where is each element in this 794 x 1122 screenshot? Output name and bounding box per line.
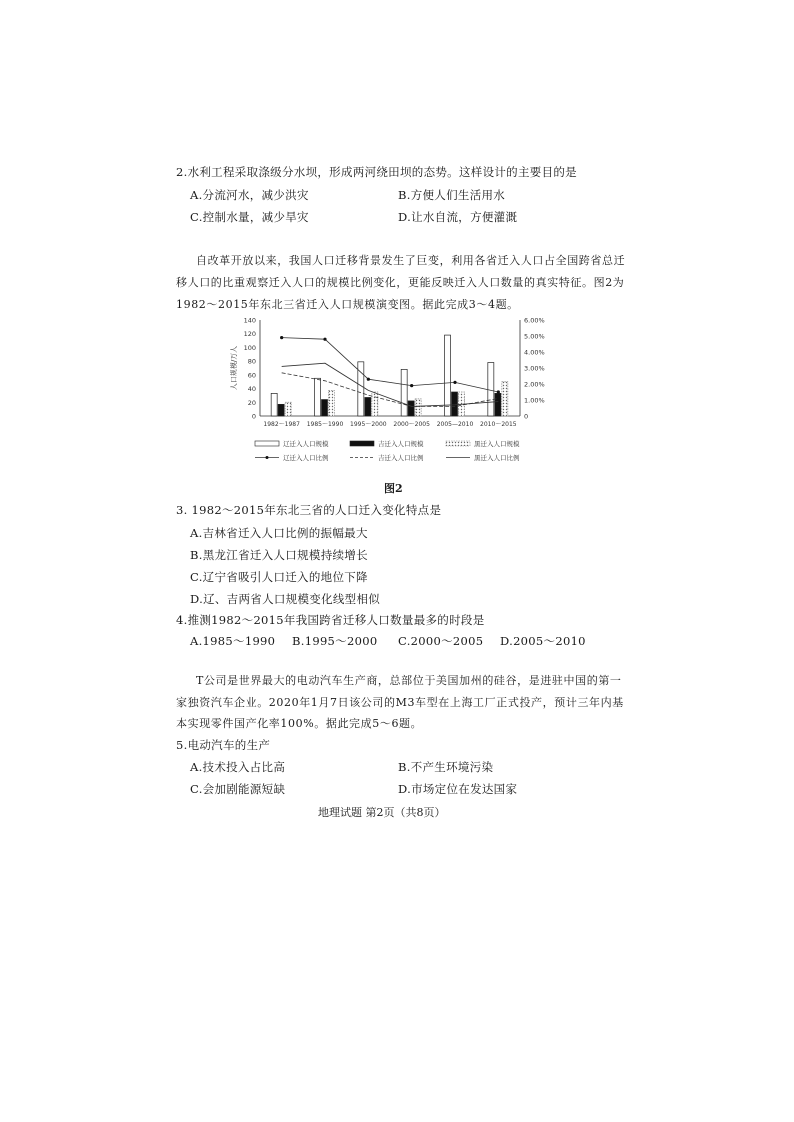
question-3-option-b: B.黑龙江省迁入人口规模持续增长	[190, 548, 368, 562]
bar-dotted	[415, 399, 421, 416]
question-5-stem: 5.电动汽车的生产	[176, 738, 271, 752]
bar-white	[488, 363, 494, 416]
legend-marker	[266, 456, 269, 459]
legend-label: 辽迁入人口比例	[283, 454, 329, 462]
line-marker	[280, 336, 283, 339]
legend-swatch	[446, 441, 470, 446]
y2-tick-label: 2.00%	[524, 380, 545, 389]
question-5-option-d: D.市场定位在发达国家	[398, 782, 518, 796]
y-tick-label: 140	[243, 316, 256, 325]
passage-2-line-2: 家独资汽车企业。2020年1月7日该公司的M3车型在上海工厂正式投产，预计三年内基	[176, 696, 624, 709]
line-marker	[497, 390, 500, 393]
legend-label: 吉迁入人口规模	[378, 440, 424, 448]
y2-tick-label: 3.00%	[524, 364, 545, 373]
passage-2-line-1: T公司是世界最大的电动汽车生产商，总部位于美国加州的硅谷，是进驻中国的第一	[196, 674, 622, 687]
bar-white	[401, 369, 407, 416]
legend-label: 黑迁入人口规模	[474, 440, 520, 448]
y2-tick-label: 6.00%	[524, 316, 545, 325]
question-2-option-d: D.让水自流，方便灌溉	[398, 210, 518, 224]
question-2-option-b: B.方便人们生活用水	[398, 188, 506, 202]
question-5-option-a: A.技术投入占比高	[190, 760, 286, 774]
bar-black	[365, 397, 371, 416]
bar-black	[322, 400, 328, 416]
figure-caption: 图2	[384, 482, 403, 495]
question-2-option-a: A.分流河水，减少洪灾	[190, 188, 309, 202]
question-4-option-a: A.1985～1990	[190, 634, 276, 648]
passage-1-line-1: 自改革开放以来，我国人口迁移背景发生了巨变，利用各省迁入人口占全国跨省总迁	[196, 254, 626, 267]
question-2-stem: 2.水利工程采取涤级分水坝，形成两河绕田坝的态势。这样设计的主要目的是	[176, 165, 577, 179]
y-tick-label: 60	[247, 371, 256, 380]
y2-tick-label: 4.00%	[524, 348, 545, 357]
question-3-stem: 3. 1982～2015年东北三省的人口迁入变化特点是	[176, 503, 442, 517]
x-tick-label: 2000～2005	[393, 421, 430, 428]
passage-1-line-2: 移人口的比重观察迁入人口的规模比例变化，更能反映迁入人口数量的真实特征。图2为	[176, 276, 625, 289]
question-3-option-c: C.辽宁省吸引人口迁入的地位下降	[190, 570, 368, 584]
legend-label: 黑迁入人口比例	[474, 454, 520, 462]
x-tick-label: 2005—2010	[436, 421, 474, 428]
question-4-stem: 4.推测1982～2015年我国跨省迁移人口数量最多的时段是	[176, 613, 485, 627]
y-tick-label: 120	[243, 330, 256, 339]
question-3-option-a: A.吉林省迁入人口比例的振幅最大	[190, 526, 368, 540]
bar-dotted	[329, 391, 335, 416]
passage-2-line-3: 本实现零件国产化率100%。据此完成5～6题。	[176, 717, 423, 730]
x-tick-label: 1982～1987	[263, 421, 300, 428]
y-axis-label: 人口规模/万人	[230, 345, 238, 391]
question-5-option-b: B.不产生环境污染	[398, 760, 494, 774]
x-tick-label: 2010～2015	[480, 421, 517, 428]
question-4-option-d: D.2005～2010	[500, 634, 586, 648]
question-2-option-c: C.控制水量，减少旱灾	[190, 210, 309, 224]
legend-label: 辽迁入人口规模	[283, 440, 329, 448]
bar-black	[278, 404, 284, 416]
y2-tick-label: 5.00%	[524, 332, 545, 341]
question-5-option-c: C.会加剧能源短缺	[190, 782, 286, 796]
bar-white	[315, 378, 321, 416]
legend-swatch	[350, 441, 374, 446]
bar-dotted	[372, 392, 378, 416]
bar-white	[445, 335, 451, 416]
y-tick-label: 20	[247, 398, 256, 407]
y-tick-label: 100	[243, 343, 256, 352]
y-tick-label: 40	[247, 385, 256, 394]
line-marker	[410, 384, 413, 387]
bar-dotted	[285, 402, 291, 416]
line-marker	[323, 338, 326, 341]
bar-black	[452, 392, 458, 416]
question-3-option-d: D.辽、吉两省人口规模变化线型相似	[190, 592, 381, 606]
bar-black	[408, 401, 414, 416]
y-tick-label: 80	[247, 357, 256, 366]
bar-black	[495, 393, 501, 416]
y2-tick-label: 0	[524, 412, 529, 421]
x-tick-label: 1985～1990	[306, 421, 344, 428]
migration-chart	[220, 312, 560, 477]
bar-white	[271, 393, 277, 416]
passage-1-line-3: 1982～2015年东北三省迁入人口规模演变图。据此完成3～4题。	[176, 298, 519, 311]
x-tick-label: 1995～2000	[350, 421, 387, 428]
page-footer: 地理试题 第2页（共8页）	[318, 806, 446, 819]
question-4-option-c: C.2000～2005	[398, 634, 484, 648]
line-marker	[367, 378, 370, 381]
line-marker	[453, 381, 456, 384]
y-tick-label: 0	[251, 412, 256, 421]
question-4-option-b: B.1995～2000	[292, 634, 378, 648]
y2-tick-label: 1.00%	[524, 396, 545, 405]
legend-label: 吉迁入人口比例	[378, 454, 424, 462]
bar-dotted	[502, 382, 508, 416]
legend-swatch	[255, 441, 279, 446]
